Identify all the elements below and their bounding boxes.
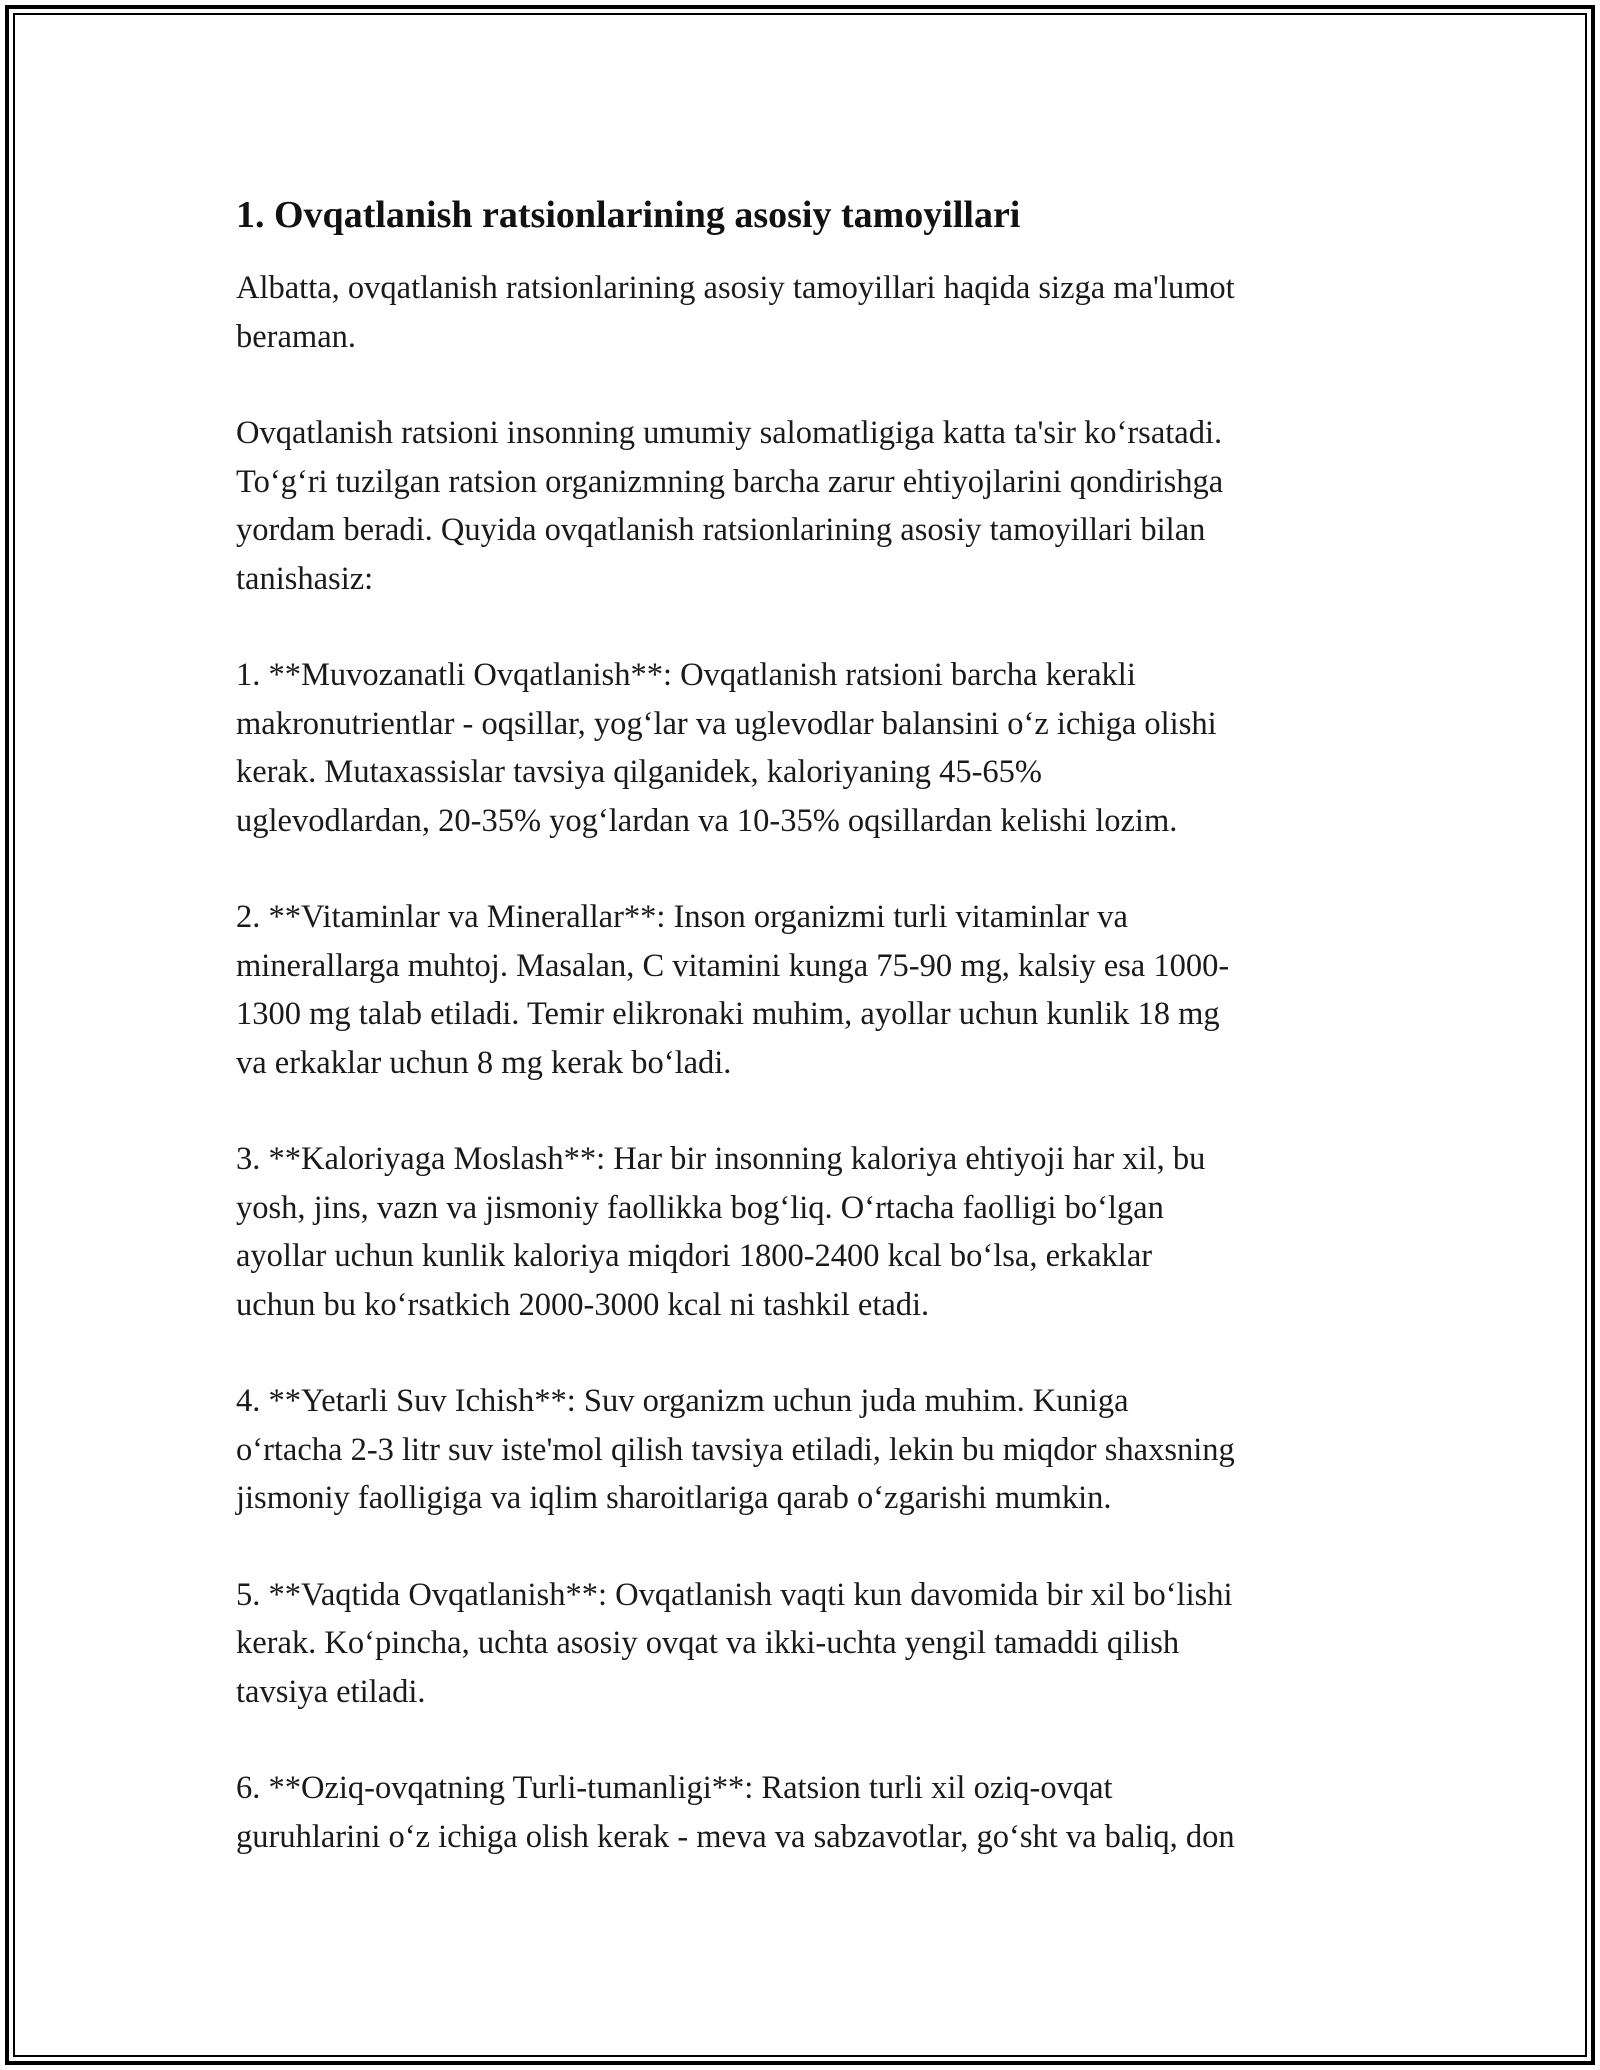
- text-line: beraman.: [236, 318, 357, 355]
- paragraph: [236, 1377, 1366, 1523]
- section-heading: 1. Ovqatlanish ratsionlarining asosiy tamoyillari: [236, 194, 1021, 236]
- paragraph: [236, 893, 1366, 1087]
- paragraph: [236, 1135, 1366, 1329]
- text-line: tavsiya etiladi.: [236, 1673, 426, 1710]
- text-line: yordam beradi. Quyida ovqatlanish ratsionlarining asosiy tamoyillari bilan: [236, 512, 1206, 548]
- text-line: 6. **Oziq-ovqatning Turli-tumanligi**: Ratsion turli xil oziq-ovqat: [236, 1770, 1113, 1806]
- text-line: o‘rtacha 2-3 litr suv iste'mol qilish tavsiya etiladi, lekin bu miqdor shaxsning: [236, 1431, 1235, 1468]
- text-line: ayollar uchun kunlik kaloriya miqdori 1800-2400 kcal bo‘lsa, erkaklar: [236, 1238, 1153, 1274]
- text-line: uglevodlardan, 20-35% yog‘lardan va 10-35% oqsillardan kelishi lozim.: [236, 802, 1178, 839]
- text-line: minerallarga muhtoj. Masalan, C vitamini kunga 75-90 mg, kalsiy esa 1000-: [236, 947, 1230, 984]
- text-line: makronutrientlar - oqsillar, yog‘lar va uglevodlar balansini o‘z ichiga olishi: [236, 705, 1217, 742]
- paragraph: [236, 409, 1366, 603]
- text-line: 1300 mg talab etiladi. Temir elikronaki muhim, ayollar uchun kunlik 18 mg: [236, 996, 1220, 1032]
- text-line: To‘g‘ri tuzilgan ratsion organizmning barcha zarur ehtiyojlarini qondirishga: [236, 463, 1224, 500]
- text-line: jismoniy faolligiga va iqlim sharoitlariga qarab o‘zgarishi mumkin.: [236, 1480, 1112, 1516]
- paragraph-list: [236, 264, 1366, 1861]
- paragraph: [236, 264, 1366, 361]
- paragraph: [236, 651, 1366, 845]
- text-line: tanishasiz:: [236, 560, 374, 597]
- text-line: guruhlarini o‘z ichiga olish kerak - meva va sabzavotlar, go‘sht va baliq, don: [236, 1818, 1235, 1855]
- text-line: Ovqatlanish ratsioni insonning umumiy salomatligiga katta ta'sir ko‘rsatadi.: [236, 415, 1223, 451]
- paragraph: [236, 1571, 1366, 1717]
- text-line: kerak. Ko‘pincha, uchta asosiy ovqat va ikki-uchta yengil tamaddi qilish: [236, 1625, 1180, 1661]
- paragraph: [236, 1764, 1366, 1861]
- text-line: kerak. Mutaxassislar tavsiya qilganidek, kaloriyaning 45-65%: [236, 754, 1042, 790]
- document-body: [236, 184, 1366, 1909]
- text-line: va erkaklar uchun 8 mg kerak bo‘ladi.: [236, 1044, 732, 1081]
- text-line: 4. **Yetarli Suv Ichish**: Suv organizm uchun juda muhim. Kuniga: [236, 1383, 1129, 1419]
- text-line: Albatta, ovqatlanish ratsionlarining asosiy tamoyillari haqida sizga ma'lumot: [236, 270, 1235, 306]
- text-line: uchun bu ko‘rsatkich 2000-3000 kcal ni tashkil etadi.: [236, 1286, 930, 1323]
- text-line: 3. **Kaloriyaga Moslash**: Har bir insonning kaloriya ehtiyoji har xil, bu: [236, 1141, 1206, 1177]
- text-line: 5. **Vaqtida Ovqatlanish**: Ovqatlanish vaqti kun davomida bir xil bo‘lishi: [236, 1576, 1233, 1613]
- text-line: 1. **Muvozanatli Ovqatlanish**: Ovqatlanish ratsioni barcha kerakli: [236, 657, 1136, 693]
- text-line: 2. **Vitaminlar va Minerallar**: Inson organizmi turli vitaminlar va: [236, 899, 1128, 935]
- text-line: yosh, jins, vazn va jismoniy faollikka bog‘liq. O‘rtacha faolligi bo‘lgan: [236, 1189, 1164, 1226]
